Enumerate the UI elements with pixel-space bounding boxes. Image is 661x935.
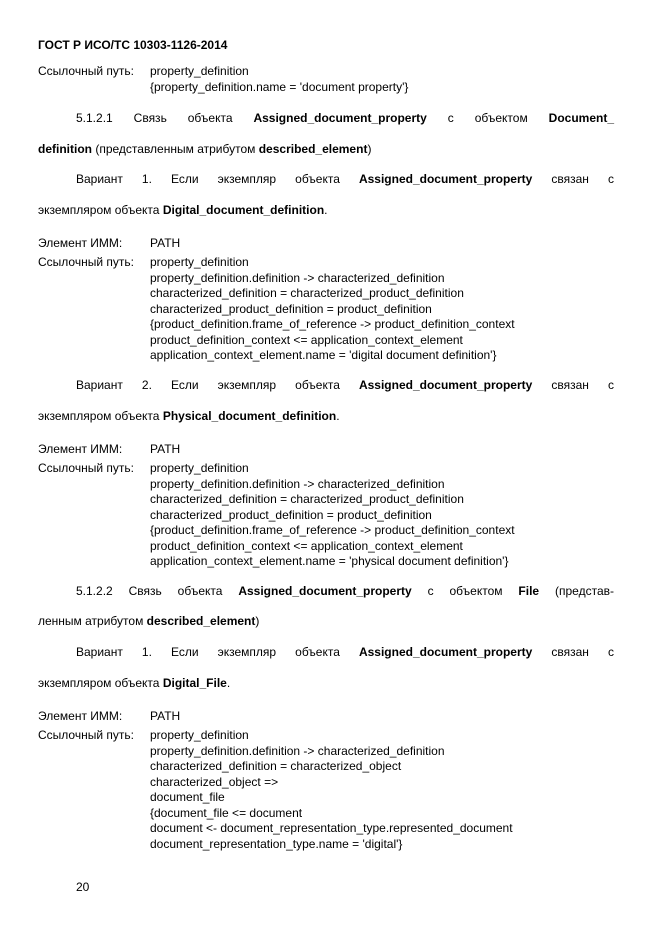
variant-1-line1 <box>76 172 614 188</box>
code-line: product_definition_context <= application_context_element <box>150 332 463 347</box>
aim-element-value: PATH <box>150 236 181 250</box>
intro-ref-path <box>150 64 408 95</box>
variant-2-line2 <box>38 409 340 425</box>
code-line: characterized_object => <box>150 774 279 789</box>
text: Вариант 1. Если экземпляр объекта <box>76 645 340 659</box>
code-line: characterized_product_definition = product_definition <box>150 507 432 522</box>
attribute-name: described_element <box>146 614 256 628</box>
text: ) <box>255 614 260 628</box>
code-line: {property_definition.name = 'document property'} <box>150 79 409 94</box>
entity-name: File <box>518 584 540 598</box>
entity-name: Assigned_document_property <box>358 645 533 659</box>
text: экземпляром объекта <box>38 676 160 690</box>
attribute-name: described_element <box>258 142 368 156</box>
variant-1-ref-path <box>150 255 515 364</box>
text: ) <box>367 142 372 156</box>
code-line: characterized_definition = characterized_object <box>150 759 402 773</box>
text: с объектом <box>427 584 503 598</box>
text: Связь объекта <box>133 111 233 125</box>
aim-element-label: Элемент ИММ: <box>38 709 123 723</box>
section-5-1-2-2-heading-line1 <box>76 584 614 600</box>
entity-name: Digital_document_definition <box>162 203 325 217</box>
code-line: property_definition <box>150 728 249 742</box>
section-5-1-2-1-heading-line1 <box>76 111 614 127</box>
entity-name: definition <box>38 142 92 156</box>
entity-name: Assigned_document_property <box>253 111 427 125</box>
entity-name: Physical_document_definition <box>162 409 337 423</box>
text: . <box>324 203 328 217</box>
text: Вариант 2. Если экземпляр объекта <box>76 378 340 392</box>
ref-path-label: Ссылочный путь: <box>38 255 134 269</box>
text: . <box>336 409 340 423</box>
text: ленным атрибутом <box>38 614 144 628</box>
text: связан с <box>551 645 614 659</box>
variant-1-line2 <box>38 203 328 219</box>
text: (представ- <box>555 584 614 598</box>
page-number: 20 <box>76 880 90 894</box>
ref-path-label: Ссылочный путь: <box>38 728 134 742</box>
entity-name: Document_ <box>548 111 615 125</box>
code-line: property_definition.definition -> characterized_definition <box>150 270 445 285</box>
code-line: property_definition <box>150 461 249 475</box>
code-line: {product_definition.frame_of_reference -> product_definition_context <box>150 317 515 331</box>
entity-name: Assigned_document_property <box>358 378 533 392</box>
section-5-1-2-2-heading-line2 <box>38 614 259 630</box>
section-number: 5.1.2.1 <box>76 111 113 125</box>
code-line: application_context_element.name = 'physical document definition'} <box>150 554 509 568</box>
ref-path-label: Ссылочный путь: <box>38 64 134 78</box>
code-line: characterized_definition = characterized_product_definition <box>150 492 464 506</box>
code-line: property_definition <box>150 255 249 269</box>
aim-element-label: Элемент ИММ: <box>38 442 123 456</box>
aim-element-value: PATH <box>150 442 181 456</box>
code-line: document_file <box>150 790 225 804</box>
text: связан с <box>551 172 614 186</box>
code-line: document <- document_representation_type.represented_document <box>150 821 513 835</box>
aim-element-value: PATH <box>150 709 181 723</box>
document-header: ГОСТ Р ИСО/ТС 10303-1126-2014 <box>38 38 228 52</box>
text: экземпляром объекта <box>38 203 160 217</box>
code-line: product_definition_context <= application_context_element <box>150 538 463 553</box>
section-5-1-2-1-heading-line2 <box>38 142 371 158</box>
code-line: application_context_element.name = 'digital document definition'} <box>150 348 497 362</box>
code-line: characterized_product_definition = product_definition <box>150 301 432 316</box>
variant-3-line2 <box>38 676 230 692</box>
code-line: property_definition <box>150 64 249 78</box>
variant-3-line1 <box>76 645 614 661</box>
text: Вариант 1. Если экземпляр объекта <box>76 172 340 186</box>
text: Связь объекта <box>128 584 223 598</box>
entity-name: Assigned_document_property <box>358 172 533 186</box>
entity-name: Digital_File <box>162 676 227 690</box>
entity-name: Assigned_document_property <box>238 584 412 598</box>
text: связан с <box>551 378 614 392</box>
ref-path-label: Ссылочный путь: <box>38 461 134 475</box>
text: (представленным атрибутом <box>95 142 256 156</box>
code-line: characterized_definition = characterized_product_definition <box>150 286 464 300</box>
section-number: 5.1.2.2 <box>76 584 113 598</box>
variant-2-line1 <box>76 378 614 394</box>
aim-element-label: Элемент ИММ: <box>38 236 123 250</box>
text: экземпляром объекта <box>38 409 160 423</box>
code-line: document_representation_type.name = 'digital'} <box>150 836 403 851</box>
code-line: property_definition.definition -> characterized_definition <box>150 476 445 491</box>
code-line: {document_file <= document <box>150 805 303 820</box>
text: с объектом <box>447 111 528 125</box>
code-line: property_definition.definition -> characterized_definition <box>150 743 445 758</box>
variant-3-ref-path <box>150 728 513 852</box>
code-line: {product_definition.frame_of_reference -> product_definition_context <box>150 523 515 537</box>
text: . <box>226 676 231 690</box>
variant-2-ref-path <box>150 461 515 570</box>
